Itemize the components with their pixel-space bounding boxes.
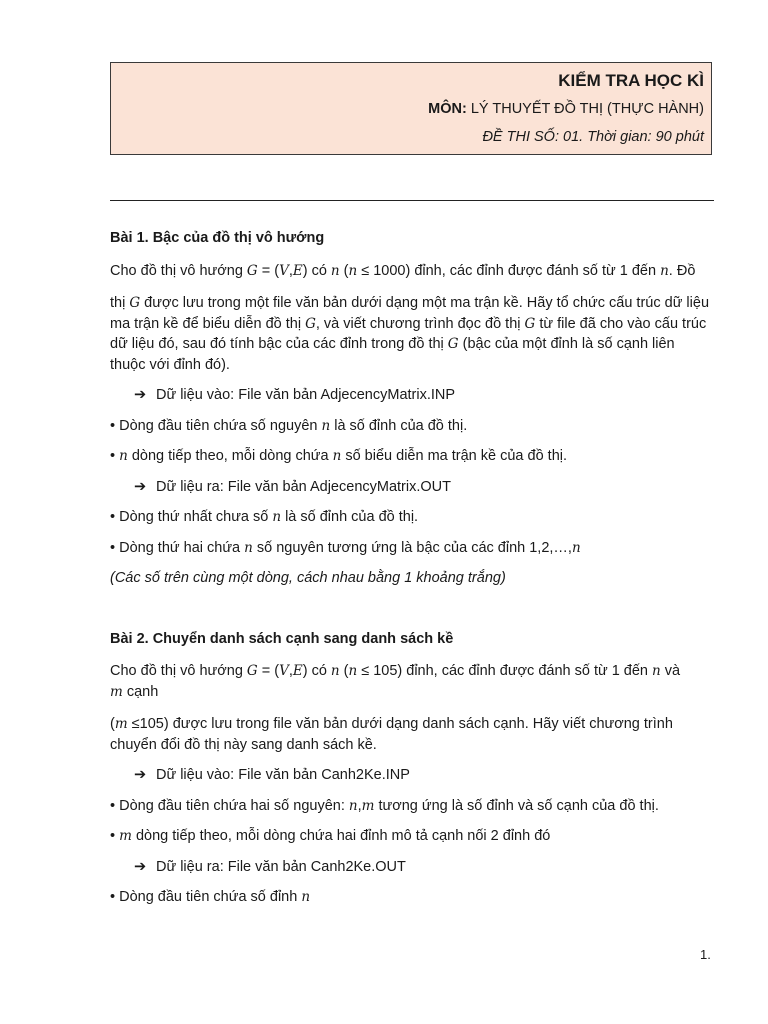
section-2-output-heading: ➔ Dữ liệu ra: File văn bản Canh2Ke.OUT xyxy=(110,857,714,878)
arrow-right-icon: ➔ xyxy=(134,858,147,875)
section-1-input-bullet-1: • Dòng đầu tiên chứa số nguyên n là số đỉnh của đồ thị. xyxy=(110,417,468,434)
section-1-input-heading: ➔ Dữ liệu vào: File văn bản AdjecencyMatrix.INP xyxy=(110,385,714,406)
exam-info: ĐỀ THI SỐ: 01. Thời gian: 90 phút xyxy=(482,129,704,145)
exam-subject xyxy=(111,99,704,119)
section-2-input-bullet-1: • Dòng đầu tiên chứa hai số nguyên: n,m tương ứng là số đỉnh và số cạnh của đồ thị. xyxy=(110,797,659,814)
arrow-right-icon: ➔ xyxy=(134,478,147,495)
arrow-right-icon: ➔ xyxy=(134,767,147,783)
section-2-input-bullet-2: • m dòng tiếp theo, mỗi dòng chứa hai đỉnh mô tả cạnh nối 2 đỉnh đó xyxy=(110,828,551,844)
header-divider xyxy=(110,200,714,201)
page-number: 1. xyxy=(700,947,711,962)
section-1-output-bullet-2: • Dòng thứ hai chứa n số nguyên tương ứng là bậc của các đỉnh 1,2,…,n xyxy=(110,539,581,556)
subject-value: LÝ THUYẾT ĐỒ THỊ (THỰC HÀNH) xyxy=(470,101,704,117)
section-1-output-heading: ➔ Dữ liệu ra: File văn bản AdjecencyMatrix.OUT xyxy=(110,477,714,498)
section-2-title: Bài 2. Chuyển danh sách cạnh sang danh sách kề xyxy=(110,630,454,647)
section-1-note: (Các số trên cùng một dòng, cách nhau bằng 1 khoảng trắng) xyxy=(110,570,506,586)
section-2-intro: Cho đồ thị vô hướng G = (V,E) có n (n ≤ 105) đỉnh, các đỉnh được đánh số từ 1 đến n và m cạnh xyxy=(110,663,681,700)
exam-header xyxy=(110,62,712,155)
exam-title: KIỂM TRA HỌC KÌ xyxy=(558,71,704,90)
section-1-description: thị G được lưu trong một file văn bản dưới dạng một ma trận kề. Hãy tổ chức cấu trúc dữ liệu ma trận kề để biểu diễn đồ thị G, và viết chương trình đọc đồ thị G từ file đã cho vào cấu trúc dữ liệu đó, sau đó tính bậc của các đỉnh trong đồ thị G (bậc của một đỉnh là số cạnh liên thuộc với đỉnh đó). xyxy=(110,295,710,373)
section-2-output-bullet-1: • Dòng đầu tiên chứa số đỉnh n xyxy=(110,889,311,905)
section-2-description: (m ≤105) được lưu trong file văn bản dưới dạng danh sách cạnh. Hãy viết chương trình chuyển đổi đồ thị này sang danh sách kề. xyxy=(110,716,673,753)
section-2-input-heading: ➔ Dữ liệu vào: File văn bản Canh2Ke.INP xyxy=(110,765,714,786)
section-1-title: Bài 1. Bậc của đồ thị vô hướng xyxy=(110,230,325,246)
document-body xyxy=(110,228,714,908)
arrow-right-icon: ➔ xyxy=(134,387,147,403)
subject-label: MÔN: xyxy=(428,101,467,117)
section-1-intro: Cho đồ thị vô hướng G = (V,E) có n (n ≤ 1000) đỉnh, các đỉnh được đánh số từ 1 đến n. Đồ xyxy=(110,262,696,279)
section-1-output-bullet-1: • Dòng thứ nhất chưa số n là số đỉnh của đồ thị. xyxy=(110,509,419,525)
section-1-input-bullet-2: • n dòng tiếp theo, mỗi dòng chứa n số biểu diễn ma trận kề của đồ thị. xyxy=(110,448,568,464)
